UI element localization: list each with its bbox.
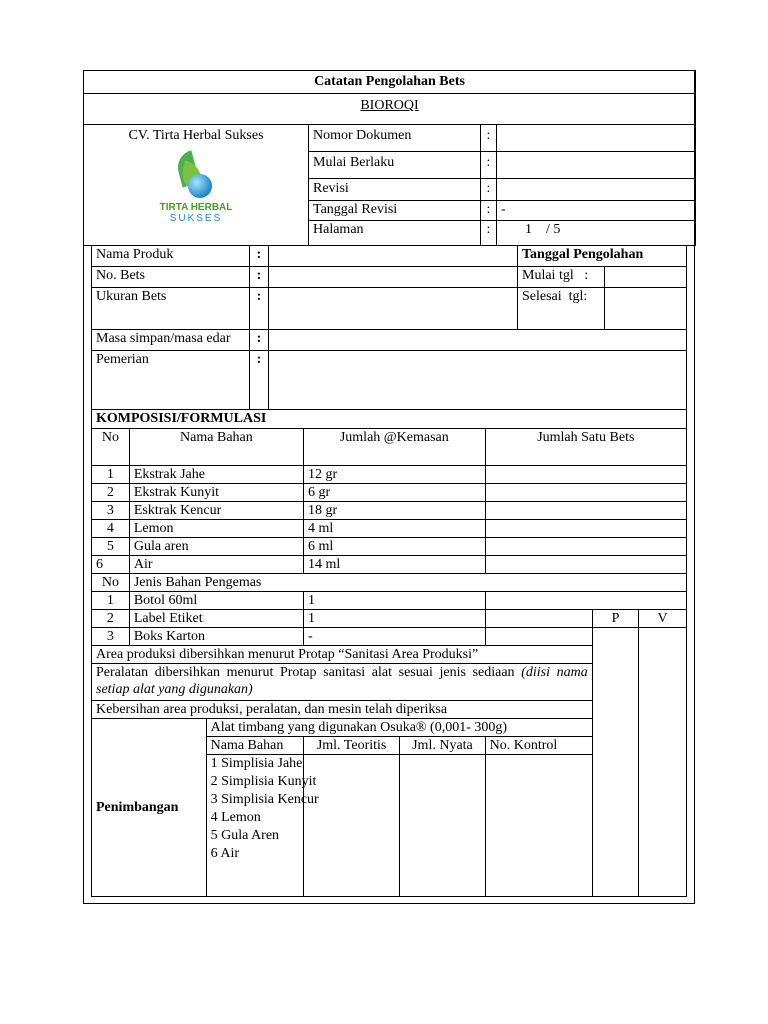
row-no: 3 <box>92 628 130 646</box>
ingredient-qty: 18 gr <box>303 502 485 520</box>
description-label: Pemerian <box>92 351 250 410</box>
company-logo <box>156 150 236 230</box>
packaging-header-name: Jenis Bahan Pengemas <box>129 574 686 592</box>
end-date-value[interactable] <box>605 288 687 330</box>
ingredient-name: Lemon <box>129 520 303 538</box>
area-cleaning-check: Area produksi dibersihkan menurut Protap “Sanitasi Area Produksi” <box>92 646 593 664</box>
batch-qty-cell[interactable] <box>485 538 686 556</box>
doc-field-label: Revisi <box>309 179 481 201</box>
product-code: BIOROQI <box>84 94 696 125</box>
ingredient-qty: 6 ml <box>303 538 485 556</box>
check-v-column[interactable] <box>639 628 687 897</box>
logo-text-line1: TIRTA HERBAL <box>159 202 233 213</box>
weighing-header-control: No. Kontrol <box>485 737 592 755</box>
batch-size-label: Ukuran Bets <box>92 288 250 330</box>
weighing-label: Penimbangan <box>92 719 207 897</box>
ingredient-name: Ekstrak Kunyit <box>129 484 303 502</box>
colon: : <box>250 288 269 330</box>
company-name: CV. Tirta Herbal Sukses <box>128 128 264 143</box>
ingredient-name: Air <box>129 556 303 574</box>
batch-size-value[interactable] <box>269 288 518 330</box>
table-row <box>92 556 687 574</box>
document-title: Catatan Pengolahan Bets <box>84 71 696 94</box>
table-row <box>92 628 687 646</box>
globe-icon <box>188 174 212 198</box>
table-row <box>92 484 687 502</box>
row-no: 4 <box>92 520 130 538</box>
check-header-v: V <box>639 610 687 628</box>
weighing-header-actual: Jml. Nyata <box>400 737 485 755</box>
row-no: 1 <box>92 466 130 484</box>
colon: : <box>250 246 269 267</box>
batch-qty-cell[interactable] <box>485 592 686 610</box>
product-info-table <box>91 245 687 410</box>
batch-qty-cell[interactable] <box>485 502 686 520</box>
colon: : <box>250 351 269 410</box>
equipment-cleaning-check <box>92 664 593 701</box>
control-no-cell[interactable] <box>485 755 592 897</box>
ingredient-name: Ekstrak Jahe <box>129 466 303 484</box>
composition-title: KOMPOSISI/FORMULASI <box>92 410 687 429</box>
packaging-qty: 1 <box>303 592 485 610</box>
table-row <box>92 592 687 610</box>
packaging-qty: 1 <box>303 610 485 628</box>
ingredient-qty: 12 gr <box>303 466 485 484</box>
packaging-header-no: No <box>92 574 130 592</box>
ingredient-name: Gula aren <box>129 538 303 556</box>
packaging-name: Boks Karton <box>129 628 303 646</box>
composition-table <box>91 409 687 897</box>
col-header-per-batch: Jumlah Satu Bets <box>485 429 686 466</box>
product-name-label: Nama Produk <box>92 246 250 267</box>
header-table <box>83 70 696 246</box>
list-item: 2 Simplisia Kunyit <box>210 774 317 789</box>
list-item: 1 Simplisia Jahe <box>210 756 303 771</box>
doc-field-colon: : <box>481 221 497 246</box>
doc-field-label: Tanggal Revisi <box>309 201 481 221</box>
theory-qty-cell[interactable] <box>303 755 399 897</box>
doc-field-colon: : <box>481 152 497 179</box>
col-header-per-pack: Jumlah @Kemasan <box>303 429 485 466</box>
processing-date-title: Tanggal Pengolahan <box>518 246 687 267</box>
row-no: 2 <box>92 610 130 628</box>
row-no: 2 <box>92 484 130 502</box>
packaging-name: Label Etiket <box>129 610 303 628</box>
start-date-label: Mulai tgl : <box>518 267 605 288</box>
batch-no-value[interactable] <box>269 267 518 288</box>
end-date-label: Selesai tgl: <box>518 288 605 330</box>
check-p-column[interactable] <box>592 628 639 897</box>
logo-text-line2: SUKSES <box>169 213 223 224</box>
batch-qty-cell[interactable] <box>485 628 592 646</box>
start-date-value[interactable] <box>605 267 687 288</box>
doc-field-value[interactable]: - <box>497 201 696 221</box>
weighing-header-name: Nama Bahan <box>206 737 303 755</box>
company-cell <box>84 125 309 246</box>
table-row <box>92 520 687 538</box>
doc-field-value[interactable] <box>497 179 696 201</box>
table-row <box>92 610 687 628</box>
doc-field-label: Mulai Berlaku <box>309 152 481 179</box>
row-no: 3 <box>92 502 130 520</box>
table-row <box>92 466 687 484</box>
batch-qty-cell[interactable] <box>485 610 592 628</box>
doc-field-label: Halaman <box>309 221 481 246</box>
col-header-no: No <box>92 429 130 466</box>
list-item: 5 Gula Aren <box>210 828 280 843</box>
list-item: 3 Simplisia Kencur <box>210 792 319 807</box>
row-no: 6 <box>92 556 130 574</box>
col-header-name: Nama Bahan <box>129 429 303 466</box>
shelf-life-label: Masa simpan/masa edar <box>92 330 250 351</box>
ingredient-name: Esktrak Kencur <box>129 502 303 520</box>
scale-info: Alat timbang yang digunakan Osuka® (0,001- 300g) <box>206 719 592 737</box>
doc-field-colon: : <box>481 125 497 152</box>
batch-qty-cell[interactable] <box>485 484 686 502</box>
doc-field-label: Nomor Dokumen <box>309 125 481 152</box>
weighing-materials <box>206 755 319 897</box>
actual-qty-cell[interactable] <box>400 755 485 897</box>
batch-qty-cell[interactable] <box>485 520 686 538</box>
row-no: 1 <box>92 592 130 610</box>
ingredient-qty: 14 ml <box>303 556 485 574</box>
colon: : <box>250 267 269 288</box>
shelf-life-value[interactable] <box>269 330 687 351</box>
cleanliness-check: Kebersihan area produksi, peralatan, dan mesin telah diperiksa <box>92 701 593 719</box>
doc-field-colon: : <box>481 179 497 201</box>
list-item: 4 Lemon <box>210 810 261 825</box>
packaging-name: Botol 60ml <box>129 592 303 610</box>
row-no: 5 <box>92 538 130 556</box>
equipment-check-note: (diisi nama setiap alat yang digunakan) <box>96 665 588 697</box>
doc-field-value[interactable] <box>497 125 696 152</box>
colon: : <box>250 330 269 351</box>
ingredient-qty: 4 ml <box>303 520 485 538</box>
batch-qty-cell[interactable] <box>485 556 686 574</box>
batch-qty-cell[interactable] <box>485 466 686 484</box>
check-header-p: P <box>592 610 639 628</box>
batch-no-label: No. Bets <box>92 267 250 288</box>
equipment-check-text: Peralatan dibersihkan menurut Protap sanitasi alat sesuai jenis sediaan <box>96 665 522 680</box>
table-row <box>92 538 687 556</box>
packaging-qty: - <box>303 628 485 646</box>
doc-field-value[interactable] <box>497 152 696 179</box>
product-name-value[interactable] <box>269 246 518 267</box>
table-row <box>92 502 687 520</box>
doc-field-colon: : <box>481 201 497 221</box>
weighing-header-theory: Jml. Teoritis <box>303 737 399 755</box>
list-item: 6 Air <box>210 846 240 861</box>
doc-field-value[interactable]: 1 / 5 <box>497 221 696 246</box>
ingredient-qty: 6 gr <box>303 484 485 502</box>
description-value[interactable] <box>269 351 687 410</box>
